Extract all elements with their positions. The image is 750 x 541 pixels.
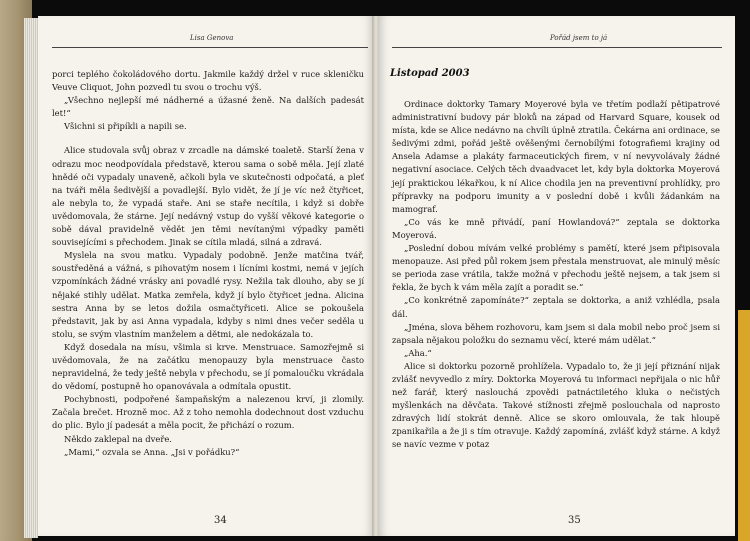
paragraph: Někdo zaklepal na dveře. [64, 433, 172, 444]
paragraph: Ordinace doktorky Tamary Moyerové byla ve třetím podlaží pětipatrové administrativní budovy pár bloků na západ od Harvard Square, kousek od místa, kde se Alice nedávno na chvíli úplně ztratila. Čekárna ani ordinace, se šedivými zdmi, pořád ještě ověšenými černobílými fotografiemi krajiny od Ansela Adamse a plakáty farmaceutických firem, v ní nevyvolávaly žádné negativní asociace. Celých těch dvaadvacet let, kdy byla doktorka Moyerová její praktickou lékařkou, k ní Alice chodila jen na preventivní prohlídky, pro přípravky na podporu imunity a v poslední době i kvůli žádankám na mamograf. [392, 99, 720, 214]
right-page [378, 16, 735, 536]
header-rule-right [392, 47, 722, 48]
paragraph: Pochybnosti, podpořené šampaňským a nalezenou krví, ji zlomily. Začala brečet. Hrozně moc. Až z toho nemohla dodechnout dost vzduchu do plic. Bylo jí padesát a měla pocit, že přichází o rozum. [52, 394, 364, 431]
paragraph: Všichni si připíkli a napili se. [64, 121, 187, 132]
running-head-right: Pořád jsem to já [550, 34, 608, 42]
right-page-text [392, 98, 720, 452]
left-page [38, 16, 374, 536]
paragraph: „Všechno nejlepší mé nádherné a úžasné ženě. Na dalších padesát let!“ [52, 95, 364, 119]
paragraph: „Co konkrétně zapomínáte?“ zeptala se doktorka, a aniž vzhlédla, psala dál. [392, 295, 720, 319]
paragraph: „Co vás ke mně přivádí, paní Howlandová?“ zeptala se doktorka Moyerová. [392, 216, 720, 240]
header-rule-left [52, 47, 368, 48]
paragraph: „Jména, slova během rozhovoru, kam jsem si dala mobil nebo proč jsem si zapsala nějakou položku do seznamu věcí, které mám udělat.“ [392, 321, 720, 345]
paragraph: Když dosedala na mísu, všimla si krve. Menstruace. Samozřejmě si uvědomovala, že na začátku menopauzy byla menstruace často nepravidelná, že tedy ještě nebyla v přechodu, se jí pomaloučku vkrádala do vědomí, postupně ho opanovávala a odmítala opustit. [52, 341, 364, 392]
running-head-left: Lisa Genova [190, 34, 234, 42]
paragraph: „Mami,“ ozvala se Anna. „Jsi v pořádku?“ [64, 446, 240, 457]
page-number-right: 35 [568, 515, 581, 526]
paragraph: porci teplého čokoládového dortu. Jakmile každý držel v ruce skleničku Veuve Cliquot, John pozvedl tu svou o trochu výš. [52, 69, 364, 93]
page-stack-edges [24, 18, 38, 538]
paragraph: „Poslední dobou mívám velké problémy s pamětí, které jsem připisovala menopauze. Asi před půl rokem jsem přestala menstruovat, ale minulý měsíc se perioda zase vrátila, takže možná v přechodu ještě nejsem, a tak jsem si řekla, že bych k vám měla zajít a poradit se.“ [392, 243, 720, 293]
paragraph: Alice si doktorku pozorně prohlížela. Vypadalo to, že ji její přiznání nijak zvlášť nevyvedlo z míry. Doktorka Moyerová tu informaci nepřijala o nic hůř než farář, který naslouchá zpovědi patnáctiletého kluka o nečistých myšlenkách na děvčata. Takové stížnosti zřejmě poslouchala od naprosto zdravých lidí stokrát denně. Alice se skoro omlouvala, že tak hloupě zpanikařila a že ji s tím otravuje. Každý zapomíná, zvlášť když stárne. A když se navíc vezme v potaz [392, 360, 720, 450]
paragraph: Alice studovala svůj obraz v zrcadle na dámské toaletě. Starší žena v odrazu moc neodpovídala představě, kterou sama o sobě měla. Její zlaté hnědé oči vypadaly unaveně, ačkoli byla ve skutečnosti odpočatá, a pleť na tváři měla šedivější a povadlejší. Bylo vidět, že jí je víc než čtyřicet, ale nebyla to, že vypadá staře. Ani se staře necítila, i když si dobře uvědomovala, že stárne. Její nedávný vstup do vyšší věkové kategorie o sobě dával pravidelně vědět jen těmi nevítanými výpadky paměti souvisejícími s přechodem. Jinak se cítila mladá, silná a zdravá. [52, 145, 364, 248]
left-page-text [52, 68, 364, 459]
paragraph: „Aha.“ [404, 347, 432, 358]
book-edge-right [738, 310, 750, 541]
chapter-title: Listopad 2003 [390, 68, 470, 79]
paragraph: Myslela na svou matku. Vypadaly podobně. Jenže matčina tvář, soustředěná a vážná, s pihovatým nosem i lícními kostmi, nemá v jejích vzpomínkách žádné vrásky ani povadlé rysy. Nežila tak dlouho, aby se jí nějaké stihly udělat. Matka zemřela, když jí bylo čtyřicet jedna. Alicina sestra Anna by se letos dožila osmačtyřiceti. Alice se pokoušela představit, jak by asi Anna vypadala, kdyby s nimi dnes večer seděla u stolu, se svým vlastním manželem a dětmi, ale nedokázala to. [52, 250, 364, 339]
page-number-left: 34 [214, 515, 227, 526]
